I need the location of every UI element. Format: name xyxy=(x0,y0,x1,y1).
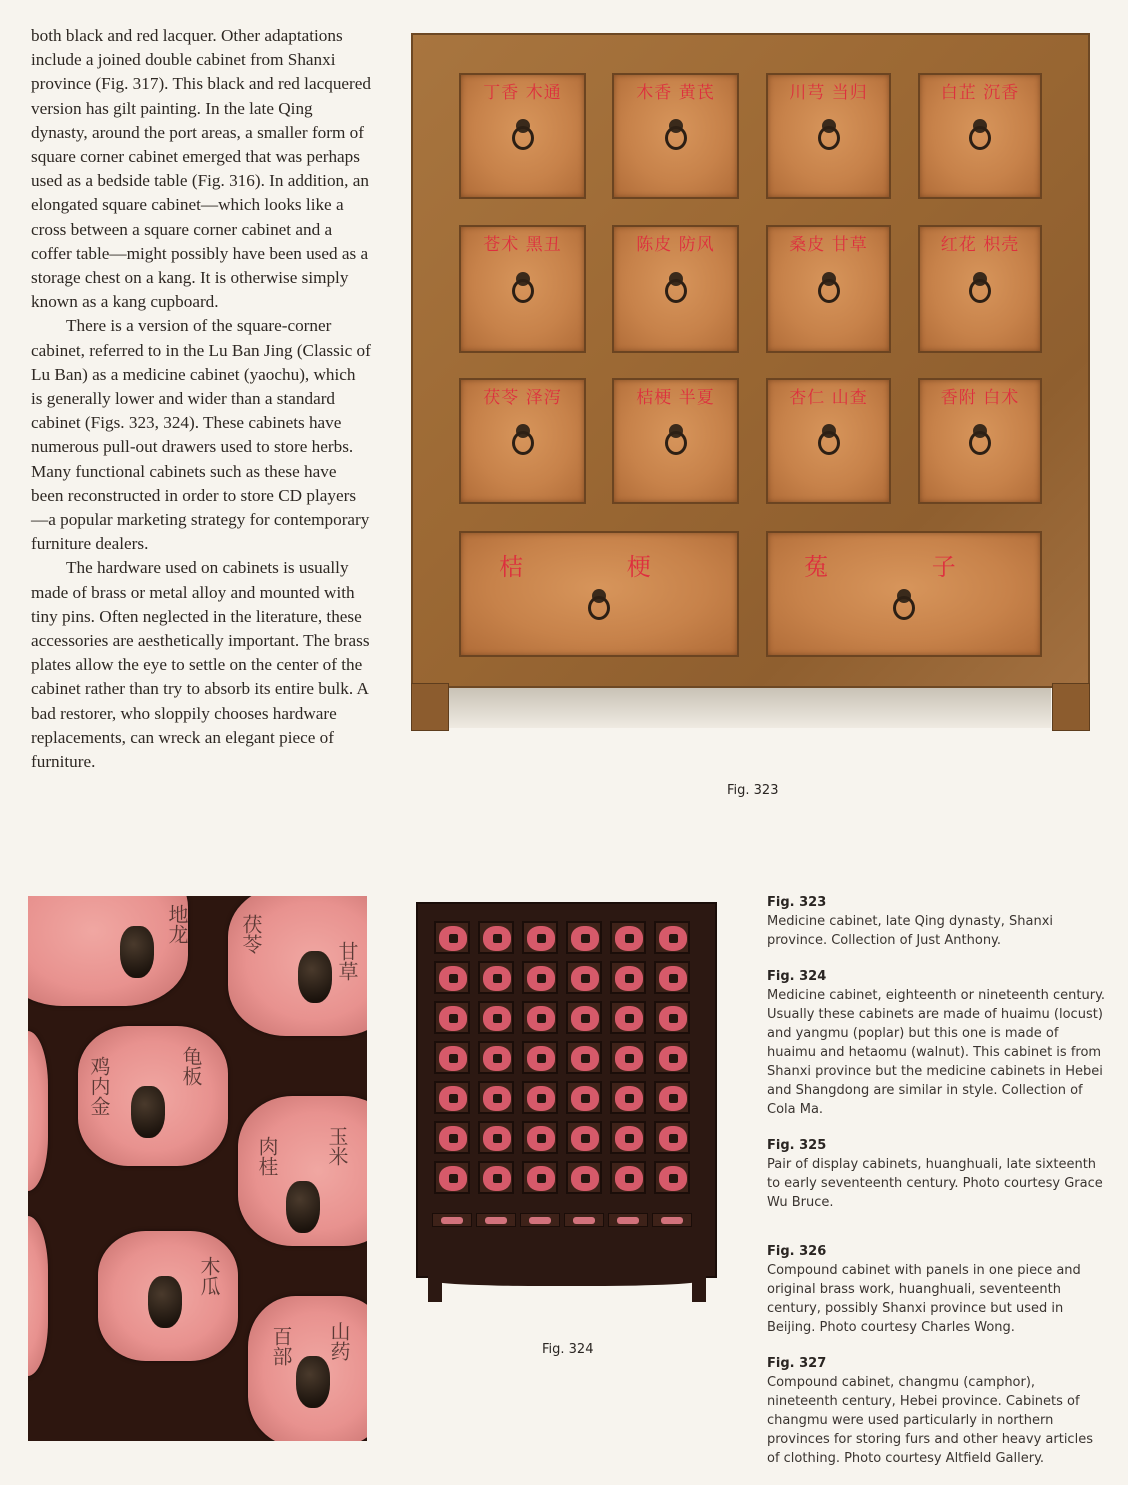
ring-pull-icon xyxy=(969,126,991,150)
ring-pull-icon xyxy=(588,596,610,620)
cabinet-324-small-drawer xyxy=(476,1213,516,1227)
cabinet-324-small-drawer xyxy=(520,1213,560,1227)
cabinet-324-drawer xyxy=(610,1161,646,1194)
cabinet-324-small-drawer xyxy=(432,1213,472,1227)
ring-pull-icon xyxy=(818,279,840,303)
drawer-handle-icon xyxy=(120,926,154,978)
cabinet-324-drawer xyxy=(434,1121,470,1154)
body-paragraph-1: both black and red lacquer. Other adaptations include a joined double cabinet from Shanxi province (Fig. 317). This black and red lacquered version has gilt painting. In the late Qing dynasty, around the port areas, a smaller form of square corner cabinet emerged that was perhaps used as a bedside table (Fig. 316). In addition, an elongated square cabinet—which looks like a cross between a square corner cabinet and a coffer table—might possibly have been used as a storage chest on a kang. It is otherwise simply known as a kang cupboard. xyxy=(31,26,371,312)
caption-text: Compound cabinet, changmu (camphor), nineteenth century, Hebei province. Cabinets of changmu were used particularly in northern provinces for storing furs and other heavy articles of clothing. Photo courtesy Altfield Gallery. xyxy=(767,1375,1093,1466)
ring-pull-icon xyxy=(665,126,687,150)
drawer-label: 菟 子 xyxy=(804,553,1004,581)
cabinet-324-drawer xyxy=(610,921,646,954)
drawer-bottom-left xyxy=(459,531,739,657)
closeup-panel xyxy=(28,896,188,1006)
drawer-label: 茯苓 泽泻 xyxy=(483,388,562,408)
caption-fig-325 xyxy=(767,1136,1107,1212)
cabinet-324-drawer xyxy=(522,961,558,994)
ring-pull-icon xyxy=(818,431,840,455)
caption-fig-326 xyxy=(767,1242,1107,1337)
ring-pull-icon xyxy=(512,126,534,150)
cabinet-324-small-drawer xyxy=(608,1213,648,1227)
caption-fig-323 xyxy=(767,893,1107,950)
cabinet-324-drawer xyxy=(566,1081,602,1114)
caption-text: Pair of display cabinets, huanghuali, late sixteenth to early seventeenth century. Photo courtesy Grace Wu Bruce. xyxy=(767,1157,1103,1210)
cabinet-324-drawer xyxy=(654,961,690,994)
cabinet-324-drawer xyxy=(566,1001,602,1034)
cabinet-324-drawer xyxy=(654,1121,690,1154)
drawer-label: 红花 枳壳 xyxy=(940,235,1020,255)
ring-pull-icon xyxy=(512,431,534,455)
captions-column xyxy=(767,893,1107,1485)
cabinet-324-drawer xyxy=(434,921,470,954)
caption-text: Medicine cabinet, eighteenth or nineteenth century. Usually these cabinets are made of huaimu (locust) and yangmu (poplar) but this one is made of huaimu and hetaomu (walnut). This cabinet is from Shanxi province but the medicine cabinets in Hebei and Shangdong are similar in style. Collection of Cola Ma. xyxy=(767,988,1106,1117)
fig-323-label: Fig. 323 xyxy=(727,783,779,798)
herb-label: 地龙 xyxy=(165,904,189,944)
cabinet-324-small-drawer xyxy=(564,1213,604,1227)
caption-fig-327 xyxy=(767,1354,1107,1468)
cabinet-324-drawer xyxy=(522,1001,558,1034)
ring-pull-icon xyxy=(969,431,991,455)
fig-324-cabinet-photo xyxy=(416,902,717,1302)
cabinet-324-small-drawer xyxy=(652,1213,692,1227)
drawer-r2-c3 xyxy=(766,225,891,353)
cabinet-324-drawer xyxy=(522,1121,558,1154)
cabinet-324-drawer xyxy=(566,921,602,954)
cabinet-324-drawer xyxy=(478,1081,514,1114)
drawer-handle-icon xyxy=(148,1276,182,1328)
cabinet-leg-left xyxy=(411,683,449,731)
cabinet-324-drawer xyxy=(566,1161,602,1194)
cabinet-324-drawer xyxy=(566,1121,602,1154)
cabinet-324-drawer xyxy=(478,1041,514,1074)
caption-text: Medicine cabinet, late Qing dynasty, Shanxi province. Collection of Just Anthony. xyxy=(767,914,1054,948)
drawer-label: 桑皮 甘草 xyxy=(789,235,868,255)
cabinet-324-drawer xyxy=(610,1121,646,1154)
herb-label: 山药 xyxy=(327,1321,351,1361)
drawer-r2-c2 xyxy=(612,225,739,353)
cabinet-324-drawer xyxy=(654,1081,690,1114)
caption-number: Fig. 326 xyxy=(767,1244,827,1259)
ring-pull-icon xyxy=(512,279,534,303)
cabinet-324-drawer xyxy=(654,1041,690,1074)
cabinet-324-drawer xyxy=(434,1081,470,1114)
cabinet-324-drawer xyxy=(654,921,690,954)
caption-number: Fig. 327 xyxy=(767,1356,827,1371)
cabinet-324-drawer xyxy=(522,1041,558,1074)
cabinet-324-drawer xyxy=(478,921,514,954)
closeup-panel xyxy=(28,1216,48,1376)
cabinet-324-drawer xyxy=(434,961,470,994)
drawer-handle-icon xyxy=(131,1086,165,1138)
ring-pull-icon xyxy=(665,279,687,303)
drawer-r1-c2 xyxy=(612,73,739,199)
drawer-label: 桔梗 半夏 xyxy=(636,388,715,408)
herb-label: 茯苓 xyxy=(239,914,263,954)
caption-number: Fig. 324 xyxy=(767,969,827,984)
drawer-label: 川芎 当归 xyxy=(789,83,868,103)
drawer-label: 白芷 沉香 xyxy=(940,83,1020,103)
herb-label: 玉米 xyxy=(325,1126,349,1166)
body-paragraph-3: The hardware used on cabinets is usually made of brass or metal alloy and mounted with tiny pins. Often neglected in the literature, these accessories are aesthetically important. The brass plates allow the eye to settle on the center of the cabinet rather than try to absorb its entire bulk. A bad restorer, who sloppily chooses hardware replacements, can wreck an elegant piece of furniture. xyxy=(31,558,370,772)
herb-label: 鸡内金 xyxy=(87,1056,111,1116)
drawer-label: 木香 黄芪 xyxy=(636,83,715,103)
cabinet-324-drawer xyxy=(566,961,602,994)
drawer-r3-c3 xyxy=(766,378,891,504)
cabinet-324-drawer xyxy=(610,1081,646,1114)
cabinet-324-apron xyxy=(430,1272,703,1286)
closeup-panel xyxy=(28,1031,48,1191)
drawer-r1-c4 xyxy=(918,73,1042,199)
cabinet-324-drawer xyxy=(566,1041,602,1074)
cabinet-324-drawer xyxy=(478,1001,514,1034)
caption-number: Fig. 325 xyxy=(767,1138,827,1153)
cabinet-324-drawer xyxy=(654,1161,690,1194)
cabinet-324-drawer xyxy=(434,1161,470,1194)
drawer-label: 香附 白术 xyxy=(940,388,1020,408)
drawer-r3-c1 xyxy=(459,378,586,504)
drawer-handle-icon xyxy=(296,1356,330,1408)
drawer-handle-icon xyxy=(286,1181,320,1233)
drawer-bottom-right xyxy=(766,531,1042,657)
fig-324-label: Fig. 324 xyxy=(542,1342,594,1357)
drawer-label: 苍术 黑丑 xyxy=(483,235,562,255)
drawer-label: 陈皮 防风 xyxy=(636,235,715,255)
drawer-r1-c3 xyxy=(766,73,891,199)
body-text-column xyxy=(31,24,371,774)
ring-pull-icon xyxy=(893,596,915,620)
ring-pull-icon xyxy=(818,126,840,150)
cabinet-324-drawer xyxy=(478,1161,514,1194)
drawer-label: 桔 梗 xyxy=(499,553,699,581)
caption-text: Compound cabinet with panels in one piece and original brass work, huanghuali, seventeenth century, possibly Shanxi province but used in Beijing. Photo courtesy Charles Wong. xyxy=(767,1263,1081,1335)
cabinet-324-drawer xyxy=(478,961,514,994)
cabinet-324-drawer xyxy=(610,961,646,994)
caption-fig-324 xyxy=(767,967,1107,1119)
closeup-drawers-photo xyxy=(28,896,367,1441)
drawer-label: 丁香 木通 xyxy=(483,83,562,103)
ring-pull-icon xyxy=(969,279,991,303)
cabinet-shadow xyxy=(447,688,1051,728)
body-paragraph-2: There is a version of the square-corner cabinet, referred to in the Lu Ban Jing (Classic of Lu Ban) as a medicine cabinet (yaochu), which is generally lower and wider than a standard cabinet (Figs. 323, 324). These cabinets have numerous pull-out drawers used to store herbs. Many functional cabinets such as these have been reconstructed in order to store CD players—a popular marketing strategy for contemporary furniture dealers. xyxy=(31,316,371,554)
cabinet-324-drawer xyxy=(522,921,558,954)
drawer-r2-c4 xyxy=(918,225,1042,353)
drawer-r1-c1 xyxy=(459,73,586,199)
herb-label: 龟板 xyxy=(179,1046,203,1086)
cabinet-324-drawer xyxy=(434,1041,470,1074)
cabinet-324-drawer xyxy=(610,1041,646,1074)
drawer-r3-c4 xyxy=(918,378,1042,504)
caption-number: Fig. 323 xyxy=(767,895,827,910)
fig-323-cabinet-photo xyxy=(411,33,1090,729)
herb-label: 木瓜 xyxy=(197,1256,221,1296)
cabinet-324-drawer xyxy=(522,1161,558,1194)
cabinet-324-drawer xyxy=(434,1001,470,1034)
cabinet-leg-right xyxy=(1052,683,1090,731)
cabinet-324-drawer xyxy=(654,1001,690,1034)
cabinet-324-drawer xyxy=(610,1001,646,1034)
drawer-handle-icon xyxy=(298,951,332,1003)
herb-label: 百部 xyxy=(269,1326,293,1366)
herb-label: 肉桂 xyxy=(255,1136,279,1176)
cabinet-324-drawer xyxy=(522,1081,558,1114)
cabinet-324-drawer xyxy=(478,1121,514,1154)
ring-pull-icon xyxy=(665,431,687,455)
drawer-r3-c2 xyxy=(612,378,739,504)
drawer-label: 杏仁 山查 xyxy=(789,388,868,408)
drawer-r2-c1 xyxy=(459,225,586,353)
herb-label: 甘草 xyxy=(335,941,359,981)
